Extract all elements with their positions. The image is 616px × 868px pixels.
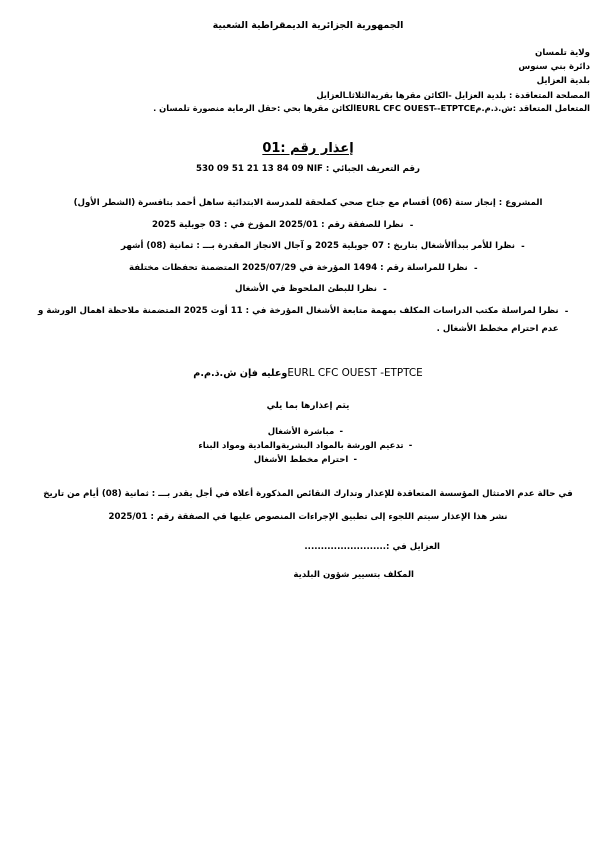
nif-value: 530 09 51 21 13 84 09 NIF	[196, 163, 323, 174]
clause-item	[26, 264, 590, 274]
nif-label: رقم التعريف الجبائي :	[325, 163, 420, 174]
project-label: المشروع :	[498, 197, 543, 208]
title-block	[26, 137, 590, 157]
wilaya-line: ولاية تلمسان	[535, 48, 590, 58]
action-list	[26, 426, 590, 467]
clause-item	[26, 221, 590, 231]
clause-text-continuation: عدم احترام مخطط الأشغال .	[436, 323, 559, 334]
action-item	[26, 426, 590, 440]
consequently-line	[26, 367, 590, 379]
closing-paragraph: نشر هذا الإعذار سيتم اللجوء إلى تطبيق الإجراءات المنصوص عليها في الصفقة رقم : 2025/01	[108, 512, 508, 523]
dash-bullet-icon: -	[409, 220, 414, 231]
clause-item	[26, 285, 590, 295]
dash-bullet-icon: -	[521, 242, 525, 253]
clause-text: نظرا للأمر ببدأالأشغال بتاريخ : 07 جويلية 2025 و آجال الانجاز المقدرة بـــ : ثمانية (08) أشهر	[121, 241, 515, 252]
signature-place-line: العزايل في :.........................	[304, 541, 440, 552]
clause-text-main: نظرا لمراسلة مكتب الدراسات المكلف بمهمة متابعة الأشغال المؤرخة في : 11 أوت 2025 المتضمنة ملاحظة اهمال الورشة و	[38, 306, 559, 317]
action-item	[26, 454, 590, 468]
clause-text: نظرا للصفقة رقم : 2025/01 المؤرخ في : 03 جويلية 2025	[152, 219, 404, 230]
page-title: إعذار رقم :01	[262, 140, 354, 156]
nif-line	[26, 164, 590, 174]
dash-bullet-icon: -	[564, 307, 569, 318]
dash-bullet-icon: -	[383, 285, 387, 296]
action-item	[26, 440, 590, 454]
dash-bullet-icon: -	[339, 427, 344, 438]
dash-bullet-icon: -	[473, 263, 478, 274]
project-text: إنجاز ستة (06) أقسام مع جناح صحي كملحقة للمدرسة الابتدائية ساهل أحمد بتافسرة (الشطر الأول)	[73, 197, 496, 208]
consequently-prefix: وعليه فإن ش.ذ.م.م	[193, 368, 288, 380]
daira-line: دائرة بني سنوس	[518, 61, 590, 72]
contracting-service-line: المصلحة المتعاقدة : بلدية العزايل -الكائن مقرها بقريةالثلاثاـالعزايل	[316, 89, 590, 100]
action-text: مباشرة الأشغال	[267, 427, 335, 438]
action-text: احترام مخطط الأشغال	[253, 454, 349, 465]
baladiya-line: بلدية العزايل	[536, 75, 590, 86]
clause-text: نظرا للمراسلة رقم : 1494 المؤرخة في 2025/07/29 المتضمنة تحفظات مختلفة	[129, 262, 468, 273]
notify-lead: يتم إعذارها بما يلي	[266, 401, 350, 412]
clause-text	[38, 307, 559, 333]
contractor-line: المتعامل المتعاقد :ش.ذ.م.مEURL CFC OUEST--ETPTCEالكائن مقرها بحي :حقل الرماية منصورة تلمسان .	[153, 103, 590, 114]
republic-header: الجمهورية الجزائرية الديمقراطية الشعبية	[212, 20, 404, 31]
dash-bullet-icon: -	[353, 454, 358, 465]
project-line	[26, 198, 590, 208]
signatory-role: المكلف بتسيير شؤون البلدية	[293, 569, 414, 580]
administrative-block	[26, 47, 590, 116]
signature-block	[26, 542, 590, 580]
action-text: تدعيم الورشة بالمواد البشريةوالمادية ومواد البناء	[198, 440, 404, 451]
clause-text: نظرا للبطئ الملحوظ في الأشغال	[235, 284, 377, 295]
clause-list	[26, 221, 590, 334]
company-name: EURL CFC OUEST -ETPTCE	[287, 367, 423, 380]
clause-item	[26, 307, 590, 333]
clause-item	[26, 242, 590, 252]
closing-block	[26, 490, 590, 522]
dash-bullet-icon: -	[408, 440, 413, 451]
closing-paragraph: في حالة عدم الامتثال المؤسسة المتعاقدة للإعذار وتدارك النقائص المذكورة أعلاه في أجل يقدر بـــ : ثمانية (08) أيام من تاريخ	[43, 488, 573, 499]
